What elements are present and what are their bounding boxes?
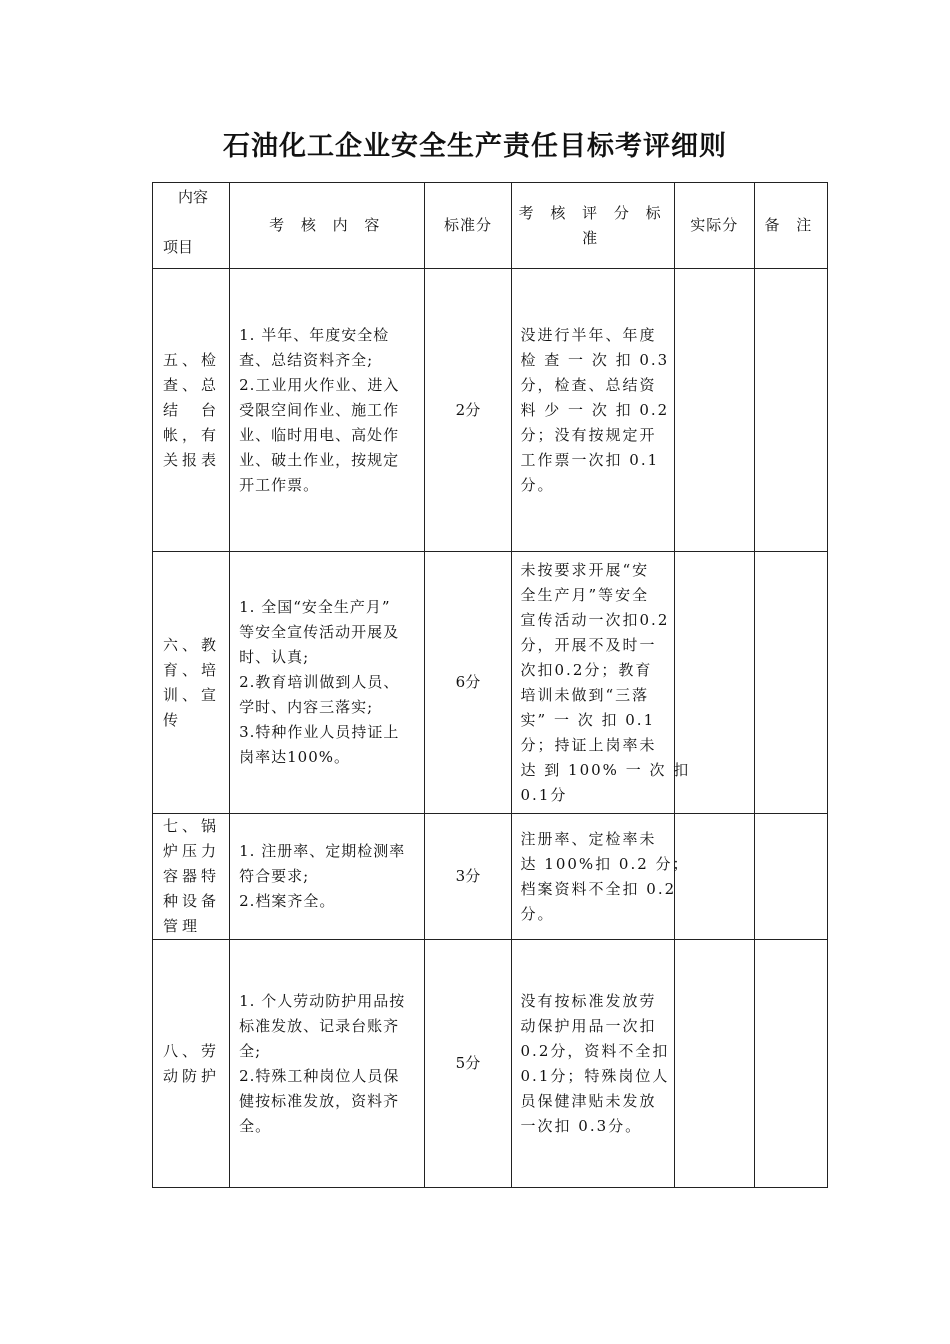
item-cell (153, 814, 230, 940)
item-cell-line: 训、宣 (163, 685, 221, 704)
remark-cell (754, 552, 827, 814)
criteria-cell (511, 552, 691, 814)
criteria-cell-line: 一次扣 0.3分。 (520, 1116, 643, 1135)
item-cell (153, 269, 230, 552)
header-remark: 备 注 (754, 183, 827, 269)
item-cell-line: 八、劳 (163, 1041, 221, 1060)
content-cell-line: 2.档案齐全。 (239, 892, 336, 910)
criteria-cell (511, 940, 674, 1188)
item-cell-line: 容器特 (163, 867, 221, 885)
table-row (153, 552, 828, 814)
score-cell: 3分 (425, 814, 511, 940)
table-row (153, 814, 828, 940)
content-cell (230, 269, 425, 552)
criteria-cell-line: 次扣0.2分；教育 (520, 660, 653, 679)
criteria-cell-line: 分，检查、总结资 (520, 375, 657, 394)
actual-score-cell (674, 940, 754, 1188)
actual-score-cell (674, 269, 754, 552)
criteria-cell-line: 实” 一 次 扣 0.1 (520, 710, 656, 729)
table-row (153, 269, 828, 552)
content-cell-line: 学时、内容三落实; (239, 698, 374, 716)
criteria-cell-line: 注册率、定检率未 (520, 829, 657, 848)
content-cell-line: 1. 注册率、定期检测率 (239, 842, 406, 860)
criteria-cell-line: 全生产月”等安全 (520, 585, 650, 604)
item-cell-line: 传 (163, 710, 183, 729)
content-cell-line: 业、破土作业，按规定 (239, 450, 400, 469)
content-cell-line: 岗率达100%。 (239, 748, 350, 766)
content-cell-line: 健按标准发放，资料齐 (239, 1091, 400, 1110)
content-cell-line: 1. 全国“安全生产月” (239, 598, 391, 616)
content-cell (230, 940, 425, 1188)
content-cell-line: 受限空间作业、施工作 (239, 400, 400, 419)
criteria-cell-line: 分；没有按规定开 (520, 425, 657, 444)
criteria-cell-line: 档案资料不全扣 0.2 (520, 879, 677, 898)
criteria-cell-line: 0.1分 (520, 785, 568, 804)
content-cell-line: 2.工业用火作业、进入 (239, 375, 400, 394)
criteria-cell-line: 没有按标准发放劳 (520, 991, 657, 1010)
item-cell-line: 查、总 (163, 375, 221, 394)
table-header-row (153, 183, 828, 269)
header-corner-bottom: 项目 (163, 238, 194, 256)
content-cell-line: 查、总结资料齐全; (239, 350, 374, 369)
item-cell-line: 结 台 (163, 400, 221, 419)
criteria-cell-line: 培训未做到“三落 (520, 685, 650, 704)
item-cell (153, 552, 230, 814)
table-row (153, 940, 828, 1188)
content-cell-line: 业、临时用电、高处作 (239, 425, 400, 444)
content-cell-line: 2.教育培训做到人员、 (239, 673, 400, 691)
content-cell (230, 552, 425, 814)
content-cell-line: 2.特殊工种岗位人员保 (239, 1066, 400, 1085)
criteria-cell-line: 没进行半年、年度 (520, 325, 657, 344)
content-cell (230, 814, 425, 940)
score-cell: 2分 (425, 269, 511, 552)
item-cell-line: 种设备 (163, 892, 221, 910)
criteria-cell-line: 分，开展不及时一 (520, 635, 657, 654)
remark-cell (754, 814, 827, 940)
criteria-cell-line: 达 到 100% 一 次 扣 (520, 760, 691, 779)
criteria-cell-line: 动保护用品一次扣 (520, 1016, 657, 1035)
item-cell-line: 炉压力 (163, 842, 221, 860)
criteria-cell-line: 分。 (520, 904, 555, 923)
criteria-cell-line: 检 查 一 次 扣 0.3 (520, 350, 670, 369)
item-cell-line: 六、教 (163, 635, 221, 654)
criteria-cell-line: 分。 (520, 475, 555, 494)
criteria-cell-line: 员保健津贴未发放 (520, 1091, 657, 1110)
content-cell-line: 1. 半年、年度安全检 (239, 325, 390, 344)
criteria-cell-line: 0.2分，资料不全扣 (520, 1041, 670, 1060)
criteria-cell-line: 达 100%扣 0.2 分； (520, 854, 690, 873)
actual-score-cell (674, 814, 754, 940)
criteria-cell-line: 0.1分；特殊岗位人 (520, 1066, 670, 1085)
content-cell-line: 时、认真; (239, 648, 310, 666)
item-cell (153, 940, 230, 1188)
criteria-cell-line: 工作票一次扣 0.1 (520, 450, 660, 469)
item-cell-line: 帐，有 (163, 425, 221, 444)
criteria-cell-line: 宣传活动一次扣0.2 (520, 610, 670, 629)
score-cell: 5分 (425, 940, 511, 1188)
criteria-cell-line: 分；持证上岗率未 (520, 735, 657, 754)
item-cell-line: 管理 (163, 917, 202, 935)
item-cell-line: 动防护 (163, 1066, 221, 1085)
content-cell-line: 全。 (239, 1116, 272, 1135)
remark-cell (754, 940, 827, 1188)
remark-cell (754, 269, 827, 552)
document-title: 石油化工企业安全生产责任目标考评细则 (223, 131, 727, 162)
content-cell-line: 标准发放、记录台账齐 (239, 1016, 400, 1035)
item-cell-line: 育、培 (163, 660, 221, 679)
header-content: 考 核 内 容 (230, 183, 425, 269)
content-cell-line: 开工作票。 (239, 475, 320, 494)
score-cell: 6分 (425, 552, 511, 814)
criteria-cell-line: 未按要求开展“安 (520, 560, 650, 579)
item-cell-line: 五、检 (163, 350, 221, 369)
criteria-cell-line: 料 少 一 次 扣 0.2 (520, 400, 670, 419)
content-cell-line: 1. 个人劳动防护用品按 (239, 991, 406, 1010)
header-corner-top: 内容 (178, 188, 209, 206)
header-criteria: 考 核 评 分 标 准 (511, 183, 674, 269)
item-cell-line: 七、锅 (163, 817, 221, 835)
evaluation-table (152, 182, 828, 1188)
item-cell-line: 关报表 (163, 450, 221, 469)
content-cell-line: 符合要求; (239, 867, 310, 885)
content-cell-line: 等安全宣传活动开展及 (239, 623, 400, 641)
criteria-cell (511, 269, 674, 552)
header-corner-cell (153, 183, 230, 269)
header-actual: 实际分 (674, 183, 754, 269)
content-cell-line: 全; (239, 1041, 262, 1060)
content-cell-line: 3.特种作业人员持证上 (239, 723, 400, 741)
criteria-cell (511, 814, 690, 940)
header-score: 标准分 (425, 183, 511, 269)
